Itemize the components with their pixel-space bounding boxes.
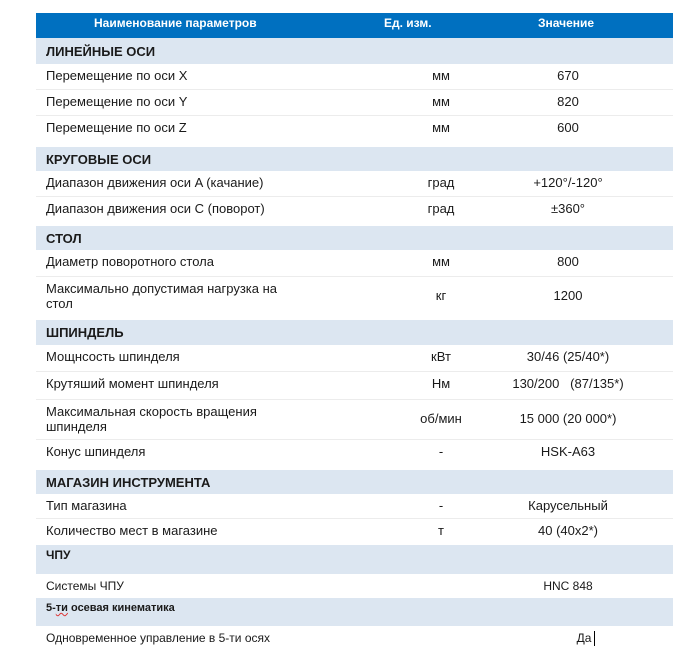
table-row <box>36 626 673 652</box>
section-linear-axes <box>36 38 673 64</box>
param-unit: мм <box>432 254 450 269</box>
param-value[interactable]: Да <box>524 631 648 646</box>
param-unit: мм <box>432 68 450 83</box>
table-row <box>36 345 673 372</box>
section-rotary-axes <box>36 147 673 171</box>
param-name: Мощнсость шпинделя <box>46 349 180 364</box>
table-row <box>36 372 673 400</box>
section-table <box>36 226 673 250</box>
section-title: ЛИНЕЙНЫЕ ОСИ <box>46 44 156 59</box>
param-value: 40 (40x2*) <box>538 523 598 538</box>
table-header <box>36 13 673 38</box>
param-unit: град <box>427 175 455 190</box>
param-unit: - <box>438 444 444 459</box>
param-name: Перемещение по оси Z <box>46 120 187 135</box>
param-name: Одновременное управление в 5-ти осях <box>46 631 270 645</box>
text-cursor <box>594 631 595 646</box>
table-row <box>36 440 673 464</box>
table-row <box>36 197 673 222</box>
table-row <box>36 277 673 316</box>
table-row <box>36 574 673 598</box>
param-value: 1200 <box>553 288 583 303</box>
param-value: 670 <box>557 68 579 83</box>
section-title: ЧПУ <box>46 548 71 562</box>
section-tool-magazine <box>36 470 673 494</box>
param-unit: мм <box>432 120 450 135</box>
section-title: ШПИНДЕЛЬ <box>46 325 124 340</box>
param-name: Диапазон движения оси C (поворот) <box>46 201 265 216</box>
spellcheck-underline: ти <box>55 602 68 614</box>
param-name: Диаметр поворотного стола <box>46 254 214 269</box>
table-row <box>36 400 673 440</box>
param-unit: град <box>427 201 455 216</box>
section-5-axis-kinematics <box>36 598 673 626</box>
table-row <box>36 494 673 519</box>
param-value: ±360° <box>550 201 586 216</box>
param-unit: мм <box>432 94 450 109</box>
param-value: 820 <box>557 94 579 109</box>
specifications-table <box>36 13 673 652</box>
param-name: Тип магазина <box>46 498 127 513</box>
param-name: Перемещение по оси X <box>46 68 188 83</box>
header-unit: Ед. изм. <box>384 16 432 30</box>
param-name: Количество мест в магазине <box>46 523 218 538</box>
param-value: HSK-A63 <box>540 444 596 459</box>
param-unit: об/мин <box>420 411 462 426</box>
param-unit: кг <box>435 288 447 303</box>
section-title: КРУГОВЫЕ ОСИ <box>46 152 152 167</box>
param-name: Максимально допустимая нагрузка на стол <box>46 281 278 311</box>
param-unit: - <box>438 498 444 513</box>
header-parameter-name: Наименование параметров <box>94 16 257 30</box>
table-row <box>36 171 673 197</box>
param-value: 800 <box>557 254 579 269</box>
param-unit: т <box>438 523 444 538</box>
param-value: 30/46 (25/40*) <box>526 349 610 364</box>
param-name: Максимальная скорость вращения шпинделя <box>46 404 257 434</box>
table-row <box>36 250 673 277</box>
param-name: Системы ЧПУ <box>46 579 124 593</box>
param-name: Конус шпинделя <box>46 444 146 459</box>
table-row <box>36 519 673 545</box>
section-title: МАГАЗИН ИНСТРУМЕНТА <box>46 475 211 490</box>
header-value: Значение <box>538 16 595 30</box>
param-name: Диапазон движения оси A (качание) <box>46 175 264 190</box>
param-value: 130/200 (87/135*) <box>512 376 624 391</box>
param-value: HNC 848 <box>543 579 593 593</box>
section-spindle <box>36 320 673 345</box>
table-row <box>36 64 673 90</box>
param-name: Крутяший момент шпинделя <box>46 376 219 391</box>
table-row <box>36 116 673 142</box>
param-unit: кВт <box>431 349 451 364</box>
param-name: Перемещение по оси Y <box>46 94 188 109</box>
section-cnc <box>36 545 673 574</box>
table-row <box>36 90 673 116</box>
section-title: 5-ти осевая кинематика <box>46 602 175 614</box>
param-value: Карусельный <box>528 498 608 513</box>
param-value: 600 <box>557 120 579 135</box>
section-title: СТОЛ <box>46 231 82 246</box>
param-value: +120°/-120° <box>533 175 603 190</box>
param-unit: Нм <box>431 376 451 391</box>
param-value: 15 000 (20 000*) <box>519 411 617 426</box>
